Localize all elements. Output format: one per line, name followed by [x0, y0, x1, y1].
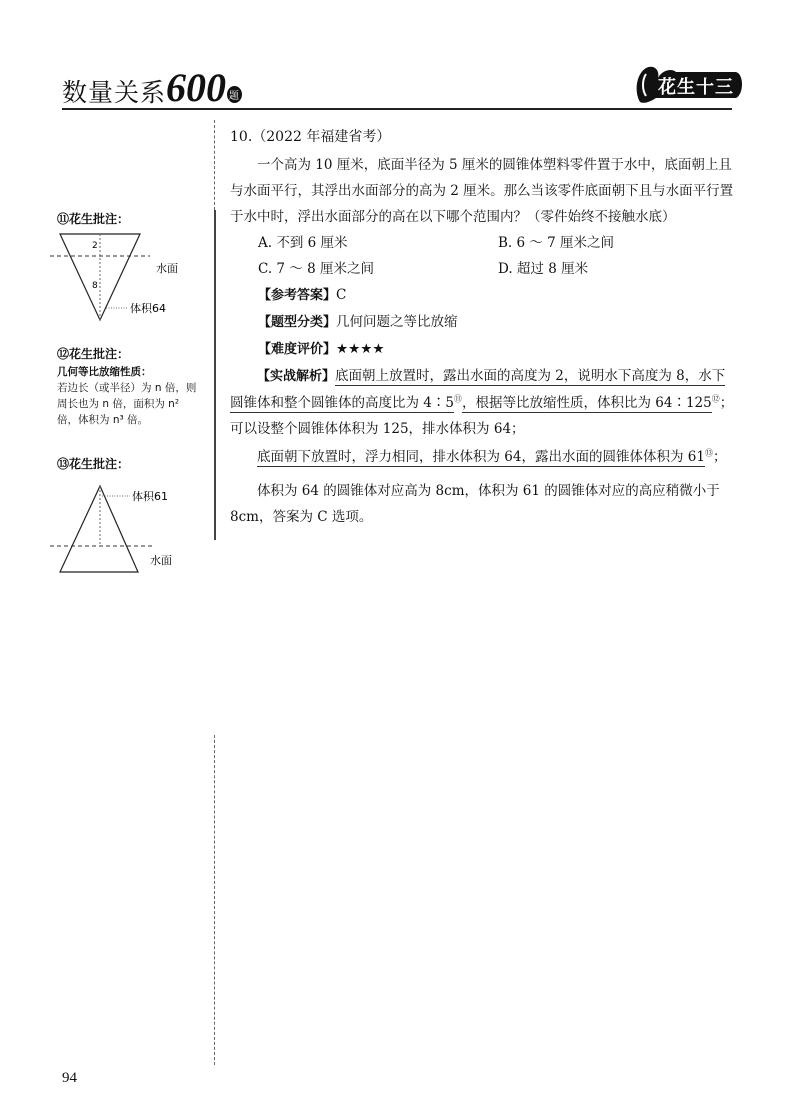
- note-12-title: ⑫花生批注：: [57, 347, 130, 361]
- label-2: 2: [92, 241, 98, 251]
- question-body: 一个高为 10 厘米，底面半径为 5 厘米的圆锥体塑料零件置于水中，底面朝上且与水面平行，其浮出水面部分的高为 2 厘米。那么当该零件底面朝下且与水面平行置于水中时，浮出水面部分的高在以下哪个范围内？（零件始终不接触水底）: [230, 157, 734, 225]
- note-11-title: ⑪花生批注：: [57, 212, 130, 226]
- title-suffix: 题: [227, 86, 242, 103]
- question-type: 【题型分类】几何问题之等比放缩: [258, 314, 458, 330]
- difficulty: 【难度评价】★★★★: [258, 341, 385, 357]
- upright-cone: [60, 486, 138, 572]
- volume-label: 体积64: [130, 302, 166, 315]
- analysis-paragraph-1: 【实战解析】底面朝上放置时，露出水面的高度为 2，说明水下高度为 8，水下圆锥体和整个圆锥体的高度比为 4∶5⑪，根据等比放缩性质，体积比为 64∶125⑫；可以设整个圆锥体体积为 125，排水体积为 64；: [230, 368, 734, 437]
- brand-name: 花生十三: [658, 77, 734, 98]
- book-title: [62, 64, 242, 111]
- water-label: 水面: [150, 554, 172, 567]
- option-a: A. 不到 6 厘米: [258, 235, 348, 251]
- option-c: C. 7 ～ 8 厘米之间: [258, 261, 374, 277]
- note-13-title: ⑬花生批注：: [57, 457, 130, 471]
- margin-guide: [214, 735, 215, 1065]
- header-rule: [62, 108, 732, 110]
- question-heading: 10.（2022 年福建省考）: [230, 129, 391, 145]
- options: [230, 230, 738, 282]
- note-11: [57, 210, 207, 227]
- label-8: 8: [92, 281, 98, 291]
- option-b: B. 6 ～ 7 厘米之间: [498, 235, 615, 251]
- title-number: 600: [166, 65, 227, 110]
- note-12-text: 若边长（或半径）为 n 倍，则周长也为 n 倍，面积为 n² 倍，体积为 n³ 倍。: [57, 382, 197, 426]
- note-13-diagram: [50, 478, 215, 578]
- note-13: [57, 455, 207, 472]
- analysis-paragraph-3: 体积为 64 的圆锥体对应高为 8cm，体积为 61 的圆锥体对应的高应稍微小于 8cm，答案为 C 选项。: [230, 483, 720, 525]
- reference-answer: 【参考答案】C: [258, 287, 347, 303]
- note-12-subtitle: 几何等比放缩性质：: [57, 366, 152, 378]
- water-label: 水面: [156, 262, 178, 275]
- title-prefix: 数量关系: [62, 78, 167, 107]
- analysis-paragraph-2: 底面朝下放置时，浮力相同，排水体积为 64，露出水面的圆锥体体积为 61⑬；: [257, 448, 727, 465]
- margin-guide: [214, 120, 215, 210]
- option-d: D. 超过 8 厘米: [498, 261, 589, 277]
- note-11-diagram: [50, 226, 215, 326]
- page-number: 94: [62, 1070, 77, 1086]
- note-12: [57, 345, 207, 428]
- volume-label: 体积61: [132, 490, 168, 503]
- question-block: [230, 124, 738, 530]
